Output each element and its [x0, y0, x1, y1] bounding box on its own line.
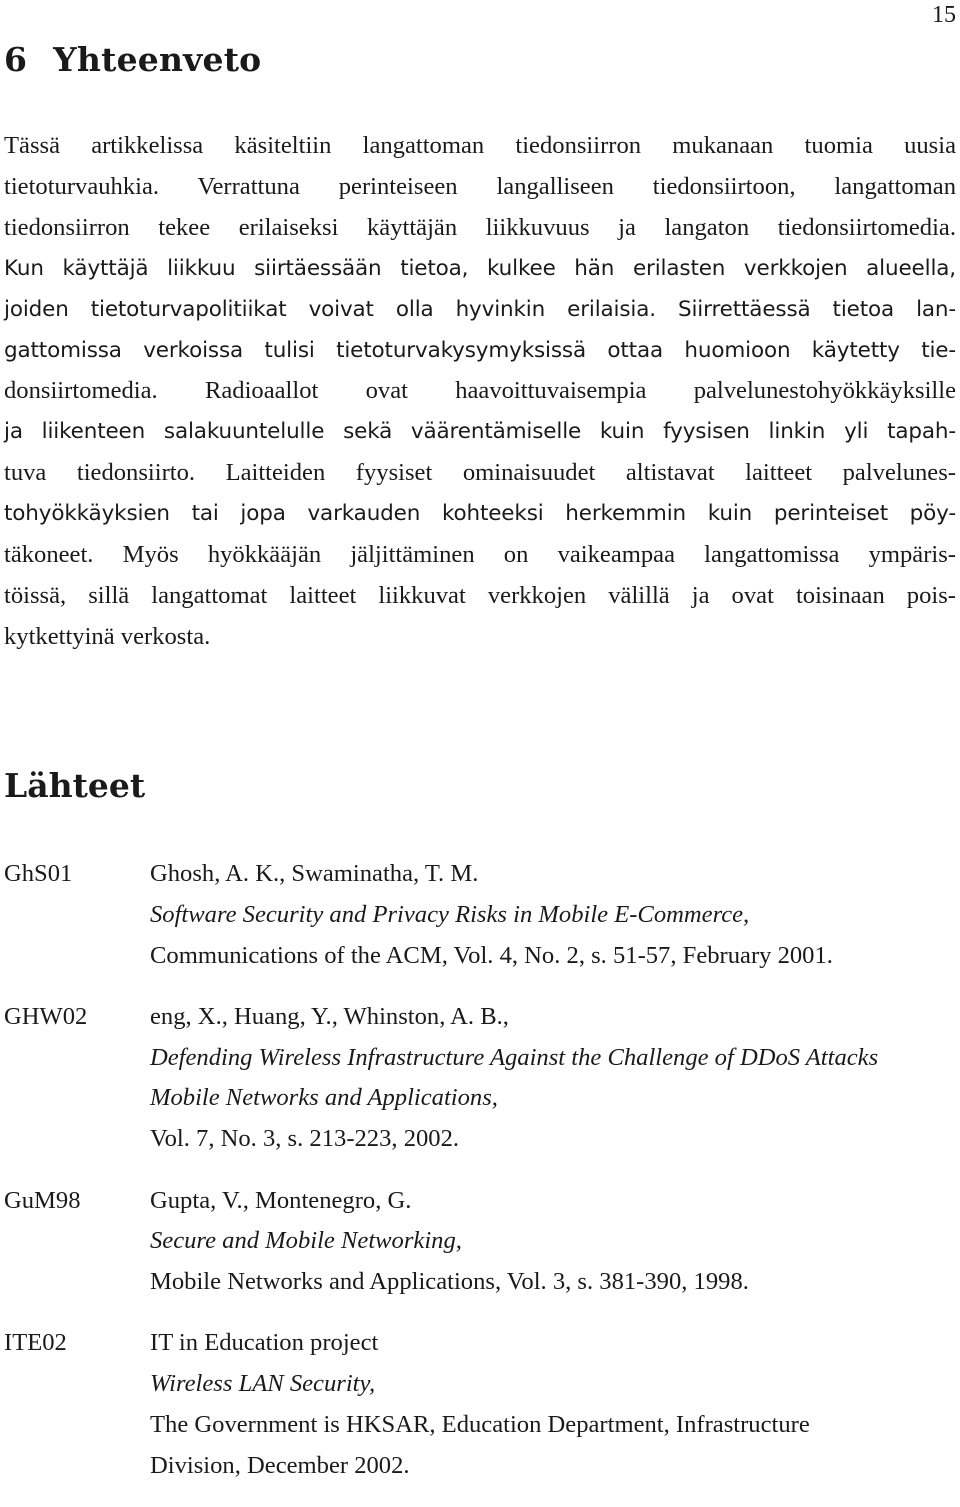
paragraph-line: kytkettyinä verkosta. [4, 622, 211, 650]
reference-title-line: Mobile Networks and Applications, [150, 1084, 498, 1112]
reference-item [4, 1181, 960, 1303]
reference-key: GuM98 [4, 1186, 81, 1214]
reference-title-line: Software Security and Privacy Risks in Mobile E-Commerce, [150, 900, 750, 928]
reference-key: ITE02 [4, 1329, 67, 1357]
reference-item [4, 997, 960, 1160]
reference-item [4, 1323, 960, 1486]
reference-list [4, 854, 960, 1507]
paragraph-line: ja liikenteen salakuuntelulle sekä väärentämiselle kuin fyysisen linkin yli tapah- [4, 419, 956, 445]
reference-text [150, 997, 960, 1160]
reference-line: IT in Education project [150, 1329, 379, 1357]
paragraph-line: donsiirtomedia. Radioaallot ovat haavoittuvaisempia palvelunestohyökkäyksille [4, 377, 956, 405]
reference-line: Division, December 2002. [150, 1451, 410, 1479]
paragraph-line: täkoneet. Myös hyökkääjän jäljittäminen on vaikeampaa langattomissa ympäris- [4, 541, 956, 569]
paragraph-line: tiedonsiirron tekee erilaiseksi käyttäjän liikkuvuus ja langaton tiedonsiirtomedia. [4, 213, 956, 241]
reference-line: Gupta, V., Montenegro, G. [150, 1186, 412, 1214]
reference-line: Vol. 7, No. 3, s. 213-223, 2002. [150, 1125, 460, 1153]
reference-title-line: Defending Wireless Infrastructure Against the Challenge of DDoS Attacks [150, 1043, 879, 1071]
reference-key: GHW02 [4, 1002, 88, 1030]
reference-title-line: Wireless LAN Security, [150, 1370, 376, 1398]
reference-text [150, 1323, 960, 1486]
references-title: Lähteet [4, 766, 146, 805]
section-title-text: Yhteenveto [53, 40, 262, 79]
reference-key: GhS01 [4, 860, 73, 887]
reference-text [150, 1181, 960, 1303]
paragraph-line: Tässä artikkelissa käsiteltiin langattoman tiedonsiirron mukanaan tuomia uusia [4, 132, 956, 159]
section-number: 6 [4, 40, 28, 79]
reference-line: Mobile Networks and Applications, Vol. 3, s. 381-390, 1998. [150, 1268, 749, 1296]
page-number: 15 [932, 2, 956, 28]
reference-title-line: Secure and Mobile Networking, [150, 1227, 462, 1255]
paragraph-line: tuva tiedonsiirto. Laitteiden fyysiset ominaisuudet altistavat laitteet palvelunes- [4, 459, 956, 487]
reference-line: eng, X., Huang, Y., Whinston, A. B., [150, 1002, 509, 1030]
paragraph-line: joiden tietoturvapolitiikat voivat olla hyvinkin erilaisia. Siirrettäessä tietoa lan- [4, 296, 956, 322]
reference-line: Communications of the ACM, Vol. 4, No. 2, s. 51-57, February 2001. [150, 941, 833, 969]
paragraph-line: tietoturvauhkia. Verrattuna perinteiseen langalliseen tiedonsiirtoon, langattoman [4, 172, 956, 200]
section-title [4, 40, 261, 79]
reference-text [150, 854, 960, 976]
paragraph-line: töissä, sillä langattomat laitteet liikkuvat verkkojen välillä ja ovat toisinaan pois- [4, 581, 956, 609]
paragraph-line: gattomissa verkoissa tulisi tietoturvakysymyksissä ottaa huomioon käytetty tie- [4, 337, 956, 363]
reference-item [4, 854, 960, 976]
summary-paragraph [4, 126, 956, 658]
paragraph-line: tohyökkäyksien tai jopa varkauden kohteeksi herkemmin kuin perinteiset pöy- [4, 501, 956, 527]
reference-line: Ghosh, A. K., Swaminatha, T. M. [150, 860, 479, 887]
reference-line: The Government is HKSAR, Education Department, Infrastructure [150, 1411, 810, 1439]
paragraph-line: Kun käyttäjä liikkuu siirtäessään tietoa, kulkee hän erilasten verkkojen alueella, [4, 255, 956, 281]
